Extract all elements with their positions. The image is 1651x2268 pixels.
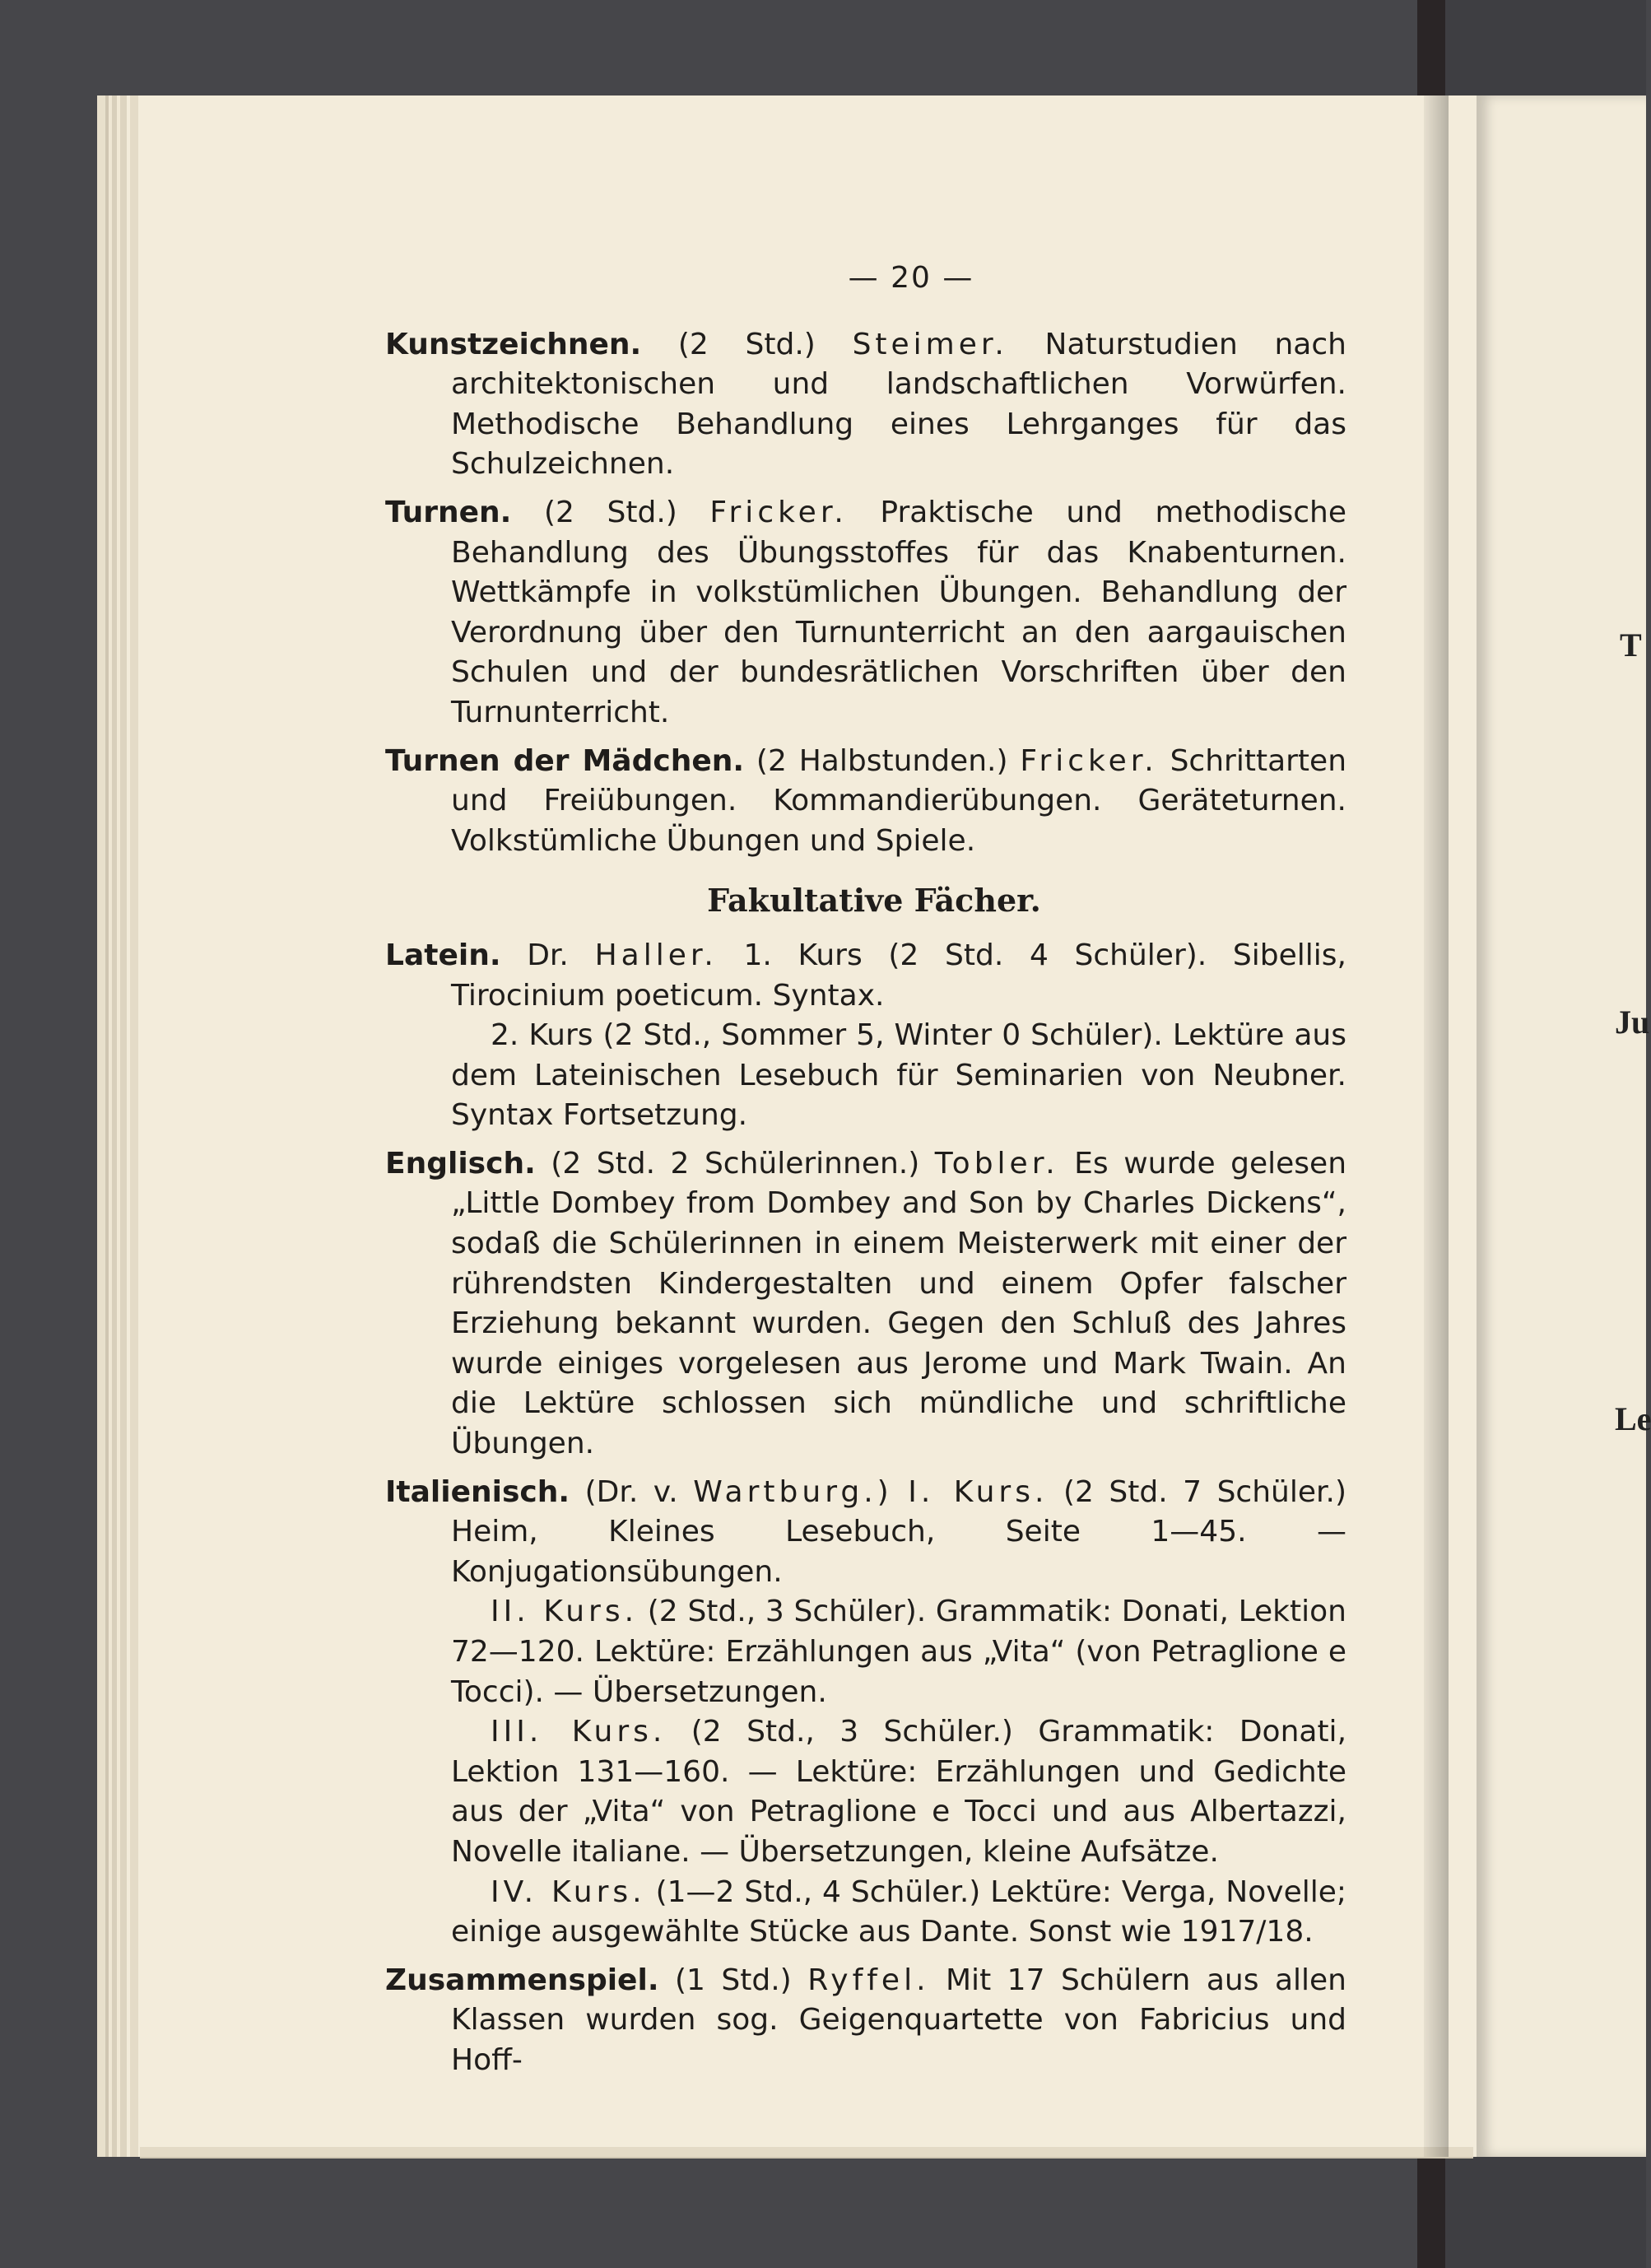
entry-text: 1. Kurs (2 Std. 4 Schüler). Sibellis, Tirocinium poeticum. Syntax. <box>451 938 1346 1013</box>
entry-hours: (1 Std.) <box>674 1963 792 1997</box>
section-heading: Fakultative Fächer. <box>707 882 1041 920</box>
next-page-edge <box>1477 95 1646 2157</box>
entry-heading: Englisch. <box>385 1146 536 1181</box>
entry-teacher: Haller. <box>594 938 718 972</box>
entry-text: Schrittarten und Freiübungen. Kommandierübungen. Geräteturnen. Volkstümliche Übungen und Spiele. <box>451 743 1347 858</box>
text-column <box>385 255 1346 2089</box>
kurs-label: II. Kurs. <box>491 1595 639 1629</box>
entry-text: Praktische und methodische Behandlung des Übungsstoffes für das Knabenturnen. Wettkämpfe in volkstümlichen Übungen. Behandlung der Verordnung über den Turnunterricht an den aargauischen Schulen und der bundesrätlichen Vorschriften über den Turnunterricht. <box>451 495 1347 729</box>
entry-englisch <box>385 1144 1346 1465</box>
kurs-label: IV. Kurs. <box>491 1874 646 1909</box>
entry-teacher: Wartburg.) <box>693 1474 893 1509</box>
entry-turnen <box>385 493 1346 733</box>
kurs-text: (2 Std., 3 Schüler.) Grammatik: Donati, Lektion 131—160. — Lektüre: Erzählungen und Gedichte aus der „Vita“ von Petraglione e Tocci und aus Albertazzi, Novelle italiane. — Übersetzungen, kleine Aufsätze. <box>451 1715 1347 1869</box>
entry-teacher-open: (Dr. v. <box>584 1474 678 1509</box>
entry-text: Mit 17 Schülern aus allen Klassen wurden sog. Geigenquartette von Fabricius und Hoff- <box>451 1963 1346 2077</box>
entry-heading: Turnen der Mädchen. <box>385 743 745 778</box>
gutter-shadow <box>1424 95 1449 2157</box>
entry-heading: Zusammenspiel. <box>385 1963 659 1997</box>
entry-teacher: Tobler. <box>934 1146 1059 1181</box>
kurs-label: III. Kurs. <box>491 1715 667 1749</box>
entry-teacher: Ryffel. <box>807 1963 930 1997</box>
entry-heading: Turnen. <box>385 495 512 529</box>
entry-teacher: Fricker. <box>709 495 848 529</box>
entry-teacher: Fricker. <box>1020 743 1158 778</box>
entry-latein <box>385 936 1346 1136</box>
entry-kunstzeichnen <box>385 325 1346 485</box>
next-page-letter-2: Ju <box>1615 1004 1650 1041</box>
entry-italienisch <box>385 1473 1346 1953</box>
entry-paragraph <box>451 1712 1346 1872</box>
next-page-letter-3: Le <box>1615 1400 1651 1437</box>
entry-hours: (2 Std. 2 Schülerinnen.) <box>551 1146 920 1181</box>
entry-heading: Kunstzeichnen. <box>385 327 642 361</box>
entry-paragraph <box>451 1592 1346 1712</box>
entry-zusammenspiel <box>385 1961 1346 2081</box>
entry-heading: Italienisch. <box>385 1474 570 1509</box>
entry-heading: Latein. <box>385 938 501 972</box>
kurs-text: (1—2 Std., 4 Schüler.) Lektüre: Verga, Novelle; einige ausgewählte Stücke aus Dante. Sonst wie 1917/18. <box>451 1874 1346 1949</box>
entry-teacher-prefix: Dr. <box>527 938 569 972</box>
next-page-letter-1: T <box>1620 626 1642 664</box>
entry-paragraph: 2. Kurs (2 Std., Sommer 5, Winter 0 Schüler). Lektüre aus dem Lateinischen Lesebuch für Seminarien von Neubner. Syntax Fortsetzung. <box>451 1018 1346 1133</box>
entry-hours: (2 Std.) <box>677 327 816 361</box>
entry-text: (2 Std. 7 Schüler.) Heim, Kleines Lesebuch, Seite 1—45. — Konjugationsübungen. <box>451 1474 1346 1589</box>
entry-turnen-maedchen <box>385 742 1346 862</box>
entry-paragraph <box>451 1873 1346 1953</box>
kurs-text: (2 Std., 3 Schüler). Grammatik: Donati, Lektion 72—120. Lektüre: Erzählungen aus „Vita“ (von Petraglione e Tocci). — Übersetzungen. <box>451 1595 1346 1709</box>
page-edge-bottom <box>140 2147 1473 2159</box>
entry-hours: (2 Halbstunden.) <box>756 743 1008 778</box>
entry-text: Naturstudien nach architektonischen und landschaftlichen Vorwürfen. Methodische Behandlung eines Lehrganges für das Schulzeichnen. <box>451 327 1346 482</box>
entry-hours: (2 Std.) <box>543 495 677 529</box>
kurs-label: I. Kurs. <box>908 1474 1049 1509</box>
page-number: — 20 — <box>848 261 974 295</box>
entry-text: Es wurde gelesen „Little Dombey from Dombey and Son by Charles Dickens“, sodaß die Schülerinnen in einem Meisterwerk mit einer der rührendsten Kindergestalten und einem Opfer falscher Erziehung bekannt wurden. Gegen den Schluß des Jahres wurde einiges vorgelesen aus Jerome und Mark Twain. An die Lektüre schlossen sich mündliche und schriftliche Übungen. <box>451 1146 1347 1461</box>
entry-teacher: Steimer. <box>852 327 1008 361</box>
